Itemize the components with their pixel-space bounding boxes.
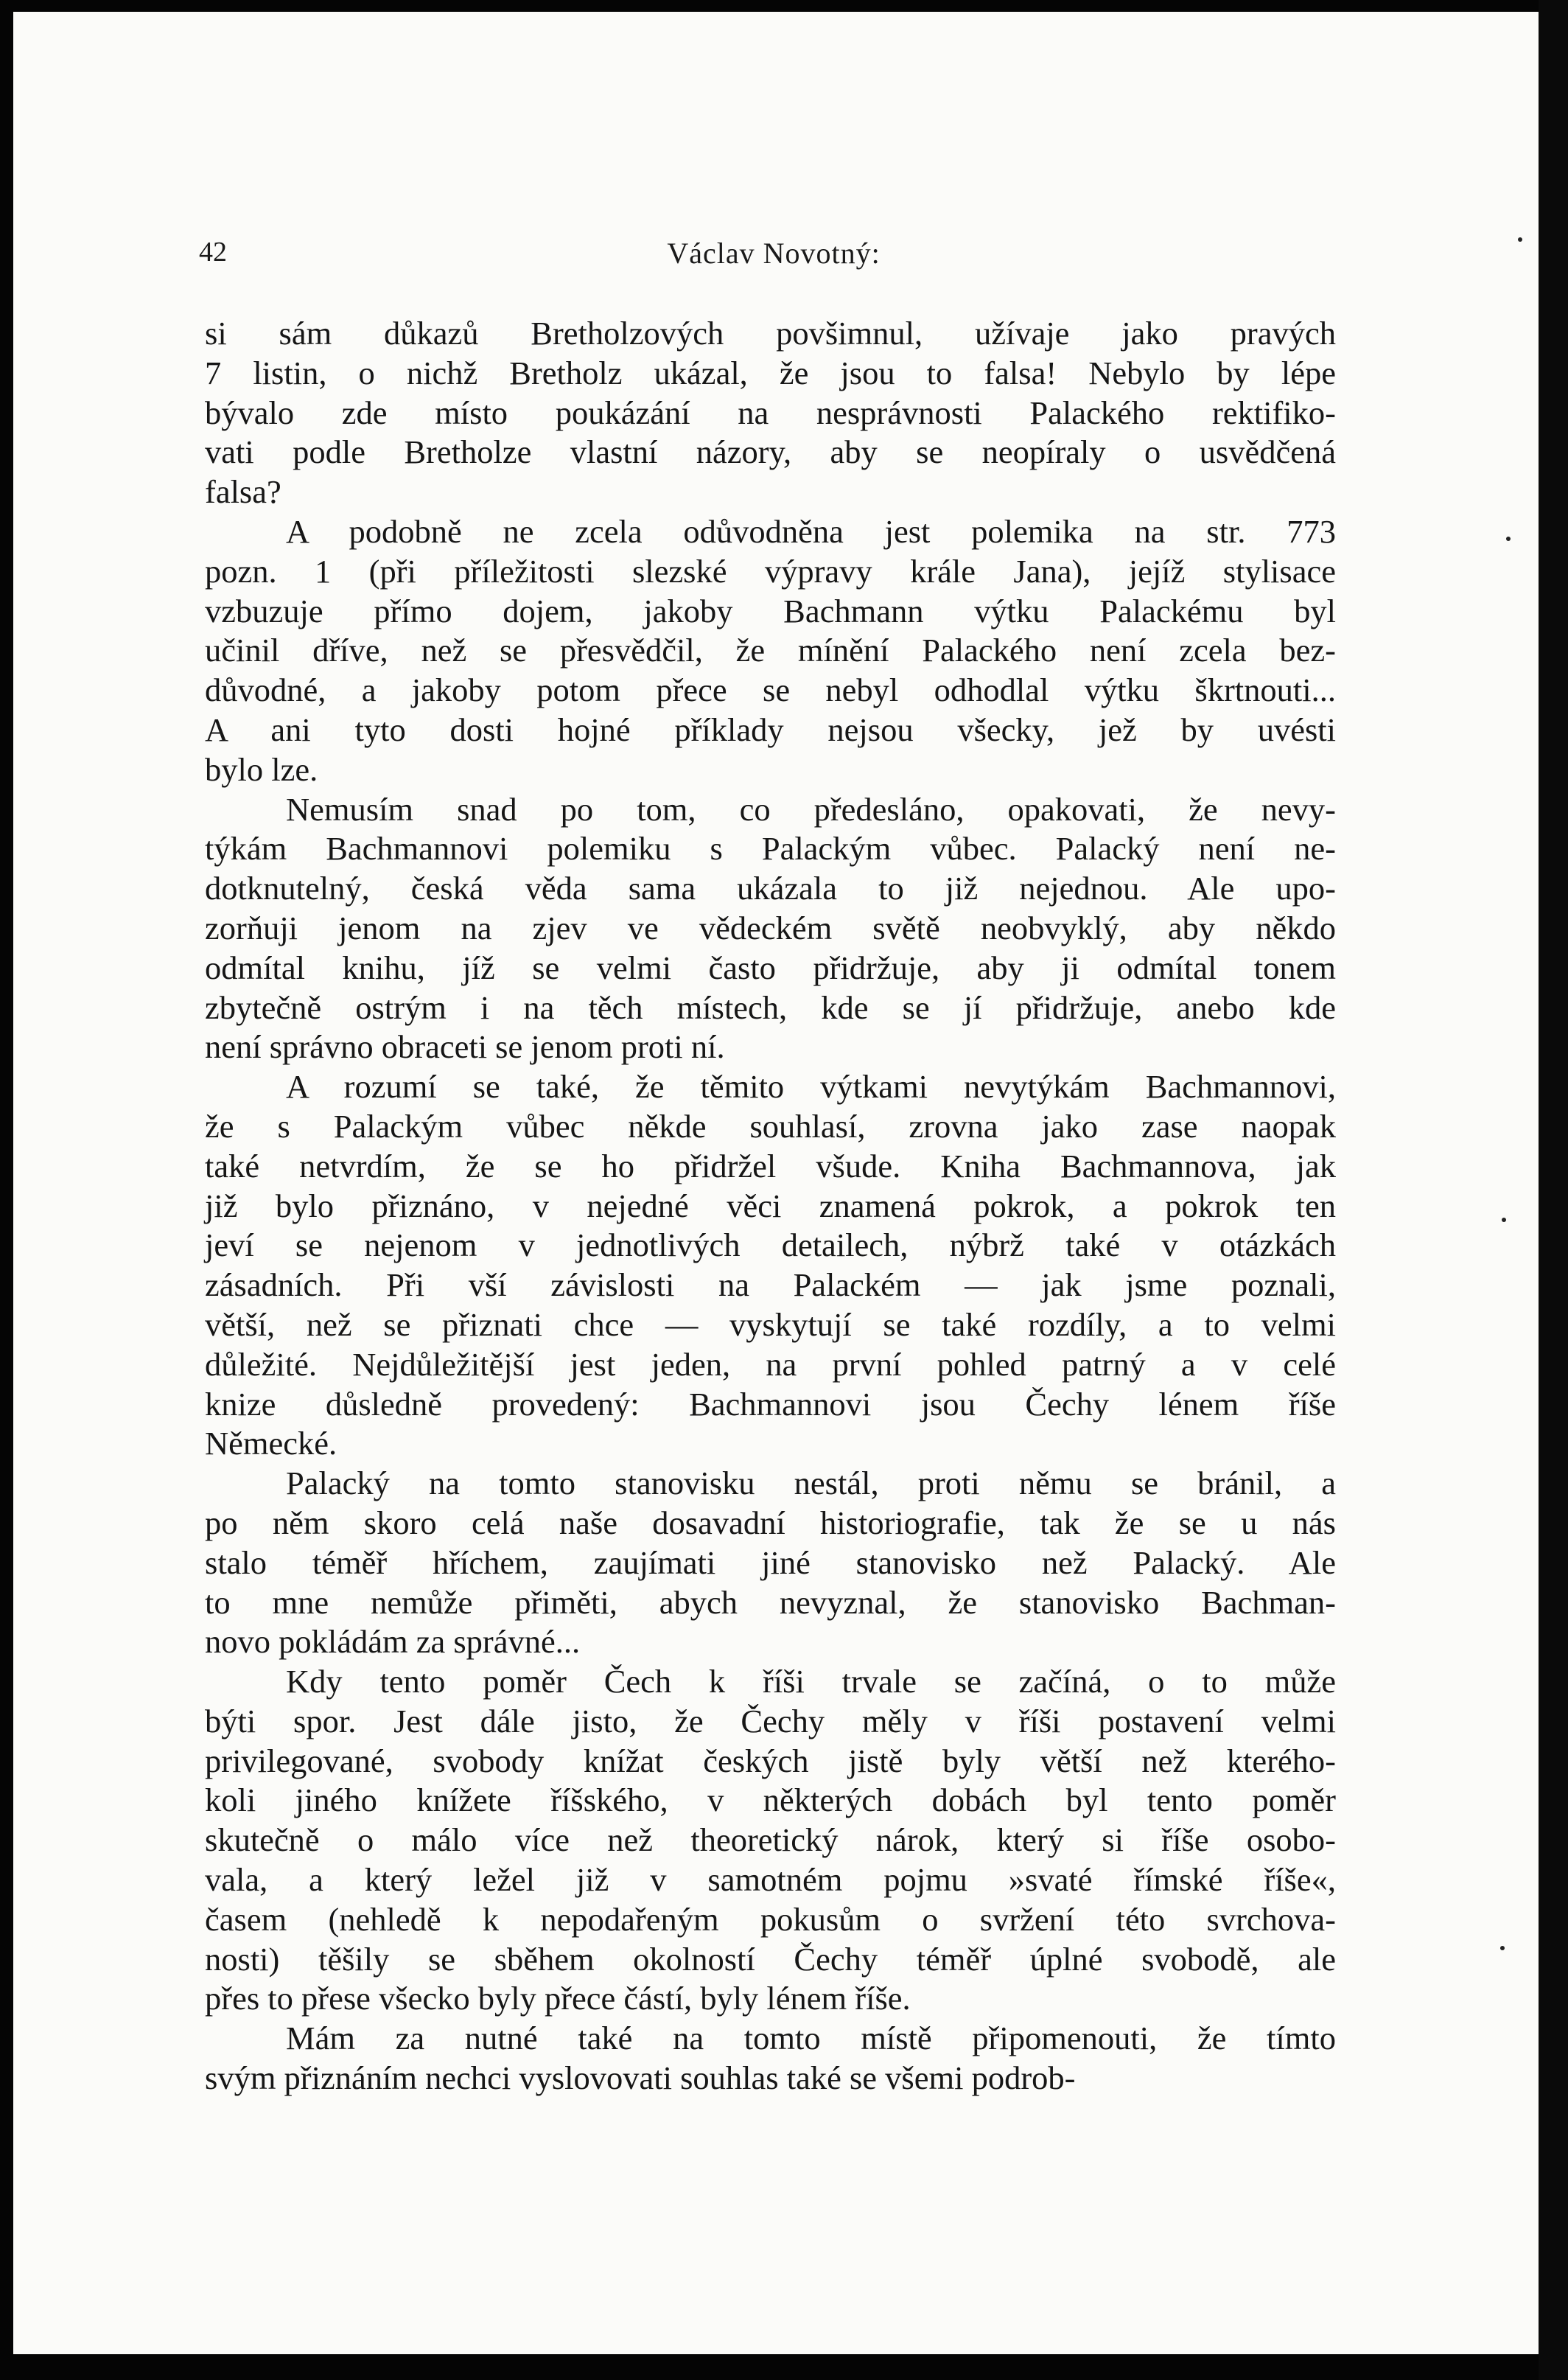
text-line: Německé. <box>205 1425 337 1462</box>
body-text <box>205 314 1336 2098</box>
text-line: vati podle Bretholze vlastní názory, aby se neopíraly o usvědčená <box>205 433 1336 471</box>
paragraph <box>205 512 1336 790</box>
text-line: jeví se nejenom v jednotlivých detailech, nýbrž také v otázkách <box>205 1226 1336 1264</box>
text-line: skutečně o málo více než theoretický nárok, který si říše osobo- <box>205 1821 1336 1859</box>
scan-edge <box>1539 0 1568 2380</box>
text-line: 7 listin, o nichž Bretholz ukázal, že jsou to falsa! Nebylo by lépe <box>205 354 1336 391</box>
text-line: není správno obraceti se jenom proti ní. <box>205 1028 725 1066</box>
margin-dot <box>1502 1218 1506 1222</box>
text-line: větší, než se přiznati chce — vyskytují se také rozdíly, a to velmi <box>205 1305 1336 1343</box>
margin-mark <box>1503 525 1511 559</box>
text-line: vzbuzuje přímo dojem, jakoby Bachmann výtku Palackému byl <box>205 592 1336 629</box>
text-line: si sám důkazů Bretholzových povšimnul, užívaje jako pravých <box>205 315 1336 352</box>
paragraph <box>205 1067 1336 1464</box>
page-header <box>199 236 1348 280</box>
text-line: býti spor. Jest dále jisto, že Čechy měly v říši postavení velmi <box>205 1702 1336 1739</box>
text-line: důležité. Nejdůležitější jest jeden, na první pohled patrný a v celé <box>205 1345 1336 1383</box>
text-line: časem (nehledě k nepodařeným pokusům o svržení této svrchova- <box>205 1900 1336 1938</box>
text-line: že s Palackým vůbec někde souhlasí, zrovna jako zase naopak <box>205 1107 1336 1145</box>
text-line: Palacký na tomto stanovisku nestál, proti němu se bránil, a <box>286 1465 1336 1502</box>
margin-dot <box>1518 237 1522 242</box>
text-line: odmítal knihu, jíž se velmi často přidržuje, aby ji odmítal tonem <box>205 949 1336 986</box>
text-line: novo pokládám za správné... <box>205 1623 581 1661</box>
text-line: Kdy tento poměr Čech k říši trvale se začíná, o to může <box>286 1663 1336 1700</box>
text-line: také netvrdím, že se ho přidržel všude. Kniha Bachmannova, jak <box>205 1147 1336 1184</box>
text-line: přes to přese všecko byly přece částí, byly lénem říše. <box>205 1980 911 2017</box>
page-number: 42 <box>199 237 227 268</box>
paragraph <box>205 2019 1336 2098</box>
text-line: učinil dříve, než se přesvědčil, že mínění Palackého není zcela bez- <box>205 632 1336 669</box>
text-line: privilegované, svobody knížat českých jistě byly větší než kteréhо- <box>205 1742 1336 1779</box>
text-line: knize důsledně provedený: Bachmannovi jsou Čechy lénem říše <box>205 1385 1336 1423</box>
running-head: Václav Novotný: <box>667 237 881 270</box>
text-line: A podobně ne zcela odůvodněna jest polemika na str. 773 <box>286 512 1336 550</box>
paragraph <box>205 790 1336 1068</box>
text-line: zásadních. Při vší závislosti na Palackém — jak jsme poznali, <box>205 1266 1336 1304</box>
text-line: již bylo přiznáno, v nejedné věci znamená pokrok, a pokrok ten <box>205 1187 1336 1224</box>
text-line: bylo lze. <box>205 750 318 788</box>
text-line: falsa? <box>205 473 281 511</box>
text-line: vala, a který ležel již v samotném pojmu »svaté římské říše«, <box>205 1861 1336 1899</box>
text-line: týkám Bachmannovi polemiku s Palackým vůbec. Palacký není ne- <box>205 830 1336 868</box>
text-line: nosti) těšily se sběhem okolností Čechy téměř úplné svobodě, ale <box>205 1940 1336 1978</box>
text-line: zorňuji jenom na zjev ve vědeckém světě neobvyklý, aby někdo <box>205 909 1336 946</box>
text-line: svým přiznáním nechci vyslovovati souhlas také se všemi podrob- <box>205 2059 1076 2097</box>
text-line: po něm skoro celá naše dosavadní historiografie, tak že se u nás <box>205 1504 1336 1541</box>
paragraph <box>205 1662 1336 2019</box>
paragraph <box>205 1464 1336 1662</box>
text-line: Mám za nutné také na tomto místě připomenouti, že tímto <box>286 2020 1336 2057</box>
margin-dot <box>1500 1946 1505 1950</box>
text-line: bývalo zde místo poukázání na nesprávnosti Palackého rektifiko- <box>205 394 1336 431</box>
text-line: pozn. 1 (při příležitosti slezské výpravy krále Jana), jejíž stylisace <box>205 552 1336 590</box>
text-line: koli jiného knížete říšského, v některých dobách byl tento poměr <box>205 1781 1336 1819</box>
paragraph <box>205 314 1336 512</box>
text-line: A rozumí se také, že těmito výtkami nevytýkám Bachmannovi, <box>286 1068 1336 1106</box>
text-line: to mne nemůže přiměti, abych nevyznal, že stanovisko Bachman- <box>205 1583 1336 1621</box>
margin-dot <box>1506 537 1511 541</box>
text-line: stalo téměř hříchem, zaujímati jiné stanovisko než Palacký. Ale <box>205 1543 1336 1581</box>
text-line: dotknutelný, česká věda sama ukázala to již nejednou. Ale upo- <box>205 870 1336 907</box>
text-line: A ani tyto dosti hojné příklady nejsou všecky, jež by uvésti <box>205 711 1336 748</box>
text-line: zbytečně ostrým i na těch místech, kde se jí přidržuje, anebo kde <box>205 988 1336 1026</box>
text-line: důvodné, a jakoby potom přece se nebyl odhodlal výtku škrtnouti... <box>205 671 1336 709</box>
text-line: Nemusím snad po tom, co předesláno, opakovati, že nevy- <box>286 790 1336 828</box>
